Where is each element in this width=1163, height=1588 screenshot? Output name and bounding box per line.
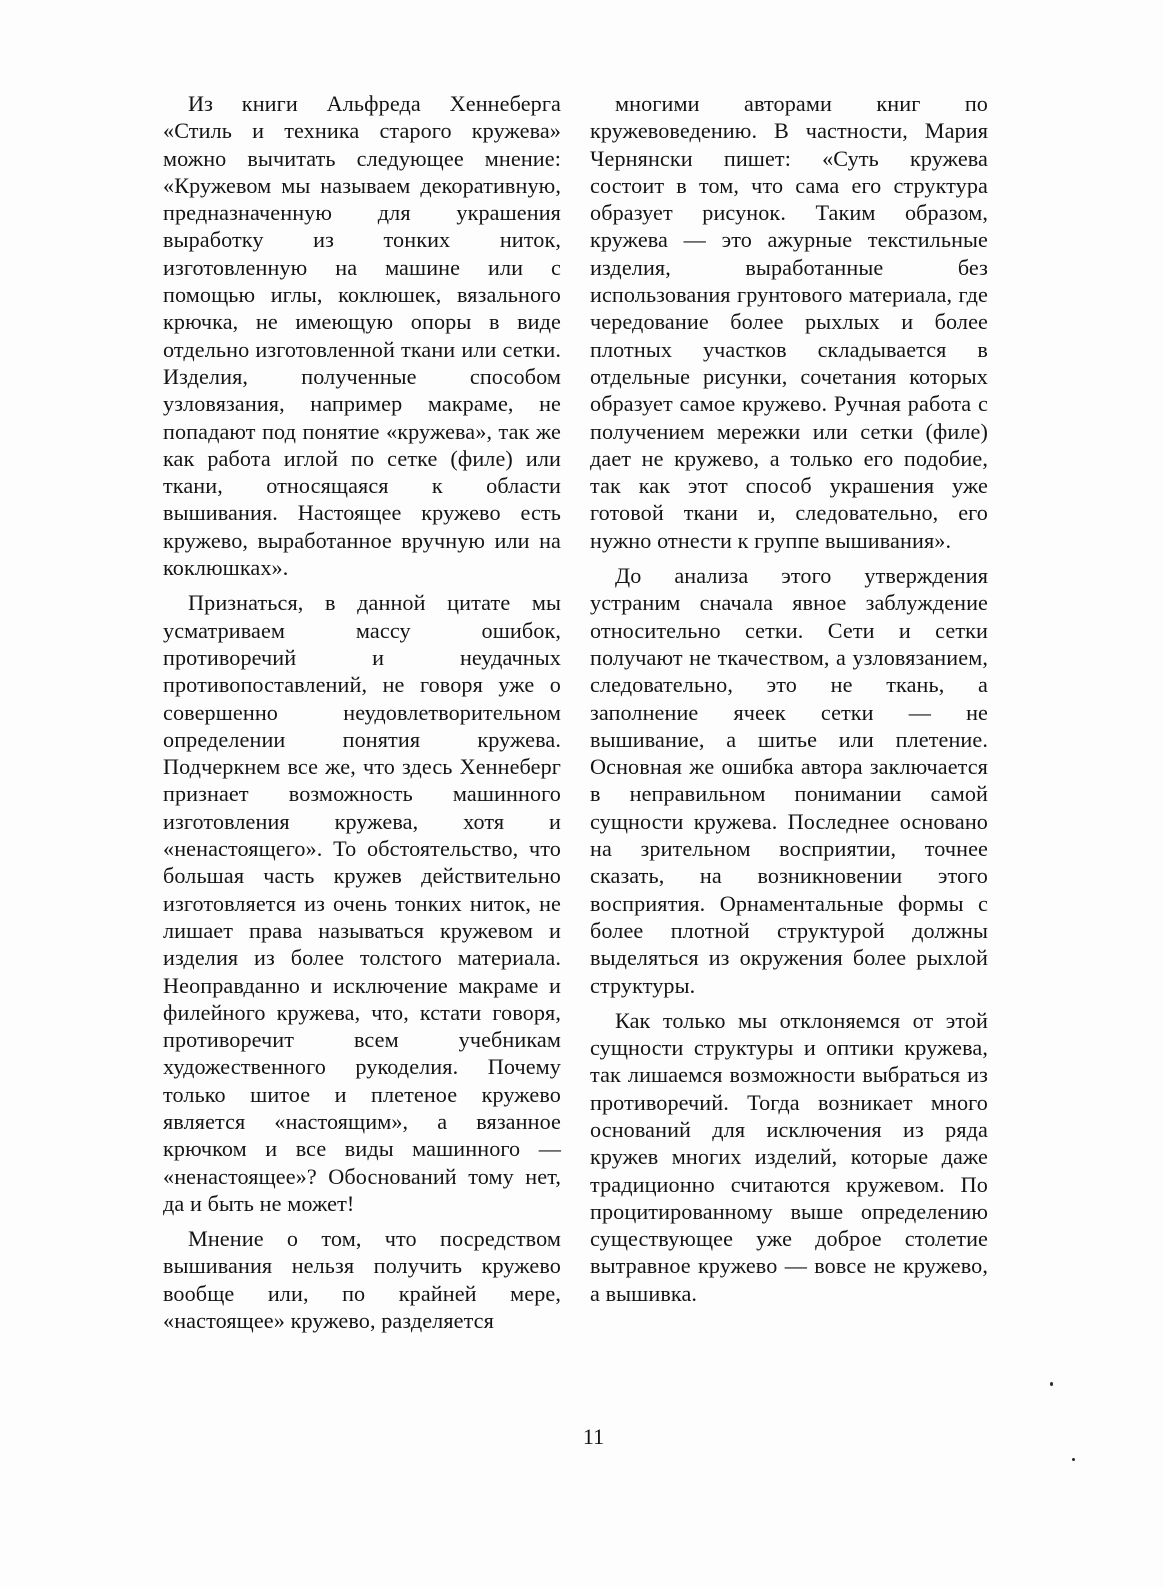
- paragraph: Как только мы отклоняемся от этой сущности структуры и оптики кружева, так лишаемся возможности выбраться из противоречий. Тогда возникает много оснований для исключения из ряда кружев многих изделий, которые даже традиционно считаются кружевом. По процитированному выше определению существующее уже доброе столетие вытравное кружево — вовсе не кружево, а вышивка.: [590, 1007, 988, 1306]
- paragraph: многими авторами книг по кружевоведению. В частности, Мария Чернянски пишет: «Суть кружева состоит в том, что сама его структура образует рисунок. Таким образом, кружева — это ажурные текстильные изделия, выработанные без использования грунтового материала, где чередование более рыхлых и более плотных участков складывается в отдельные рисунки, сочетания которых образует самое кружево. Ручная работа с получением мережки или сетки (филе) дает не кружево, а только его подобие, так как этот способ украшения уже готовой ткани и, следовательно, его нужно отнести к группе вышивания».: [590, 91, 988, 553]
- paragraph: Признаться, в данной цитате мы усматриваем массу ошибок, противоречий и неудачных противопоставлений, не говоря уже о совершенно неудовлетворительном определении понятия кружева. Подчеркнем все же, что здесь Хеннеберг признает возможность машинного изготовления кружева, хотя и «ненастоящего». То обстоятельство, что большая часть кружев действительно изготовляется из очень тонких ниток, не лишает права называться кружевом и изделия из более толстого материала. Неоправданно и исключение макраме и филейного кружева, что, кстати говоря, противоречит всем учебникам художественного рукоделия. Почему только шитое и плетеное кружево является «настоящим», а вязанное крючком и все виды машинного — «ненастоящее»? Обоснований тому нет, да и быть не может!: [163, 590, 561, 1216]
- paragraph: Мнение о том, что посредством вышивания нельзя получить кружево вообще или, по крайней мере, «настоящее» кружево, разделяется: [163, 1226, 561, 1334]
- text-column-right: [590, 90, 988, 1315]
- text-column-left: [163, 90, 561, 1342]
- page-number: 11: [582, 1424, 605, 1449]
- scan-speck: [1072, 1458, 1075, 1461]
- paragraph: Из книги Альфреда Хеннеберга «Стиль и техника старого кружева» можно вычитать следующее мнение: «Кружевом мы называем декоративную, предназначенную для украшения выработку из тонких ниток, изготовленную на машине или с помощью иглы, коклюшек, вязального крючка, не имеющую опоры в виде отдельно изготовленной ткани или сетки. Изделия, полученные способом узловязания, например макраме, не попадают под понятие «кружева», так же как работа иглой по сетке (филе) или ткани, относящаяся к области вышивания. Настоящее кружево есть кружево, выработанное вручную или на коклюшках».: [163, 91, 561, 581]
- scan-speck: [1050, 1382, 1053, 1386]
- paragraph: До анализа этого утверждения устраним сначала явное заблуждение относительно сетки. Сети и сетки получают не ткачеством, а узловязанием, следовательно, это не ткань, а заполнение ячеек сетки — не вышивание, а шитье или плетение. Основная же ошибка автора заключается в неправильном понимании самой сущности кружева. Последнее основано на зрительном восприятии, точнее сказать, на возникновении этого восприятия. Орнаментальные формы с более плотной структурой должны выделяться из окружения более рыхлой структуры.: [590, 563, 988, 998]
